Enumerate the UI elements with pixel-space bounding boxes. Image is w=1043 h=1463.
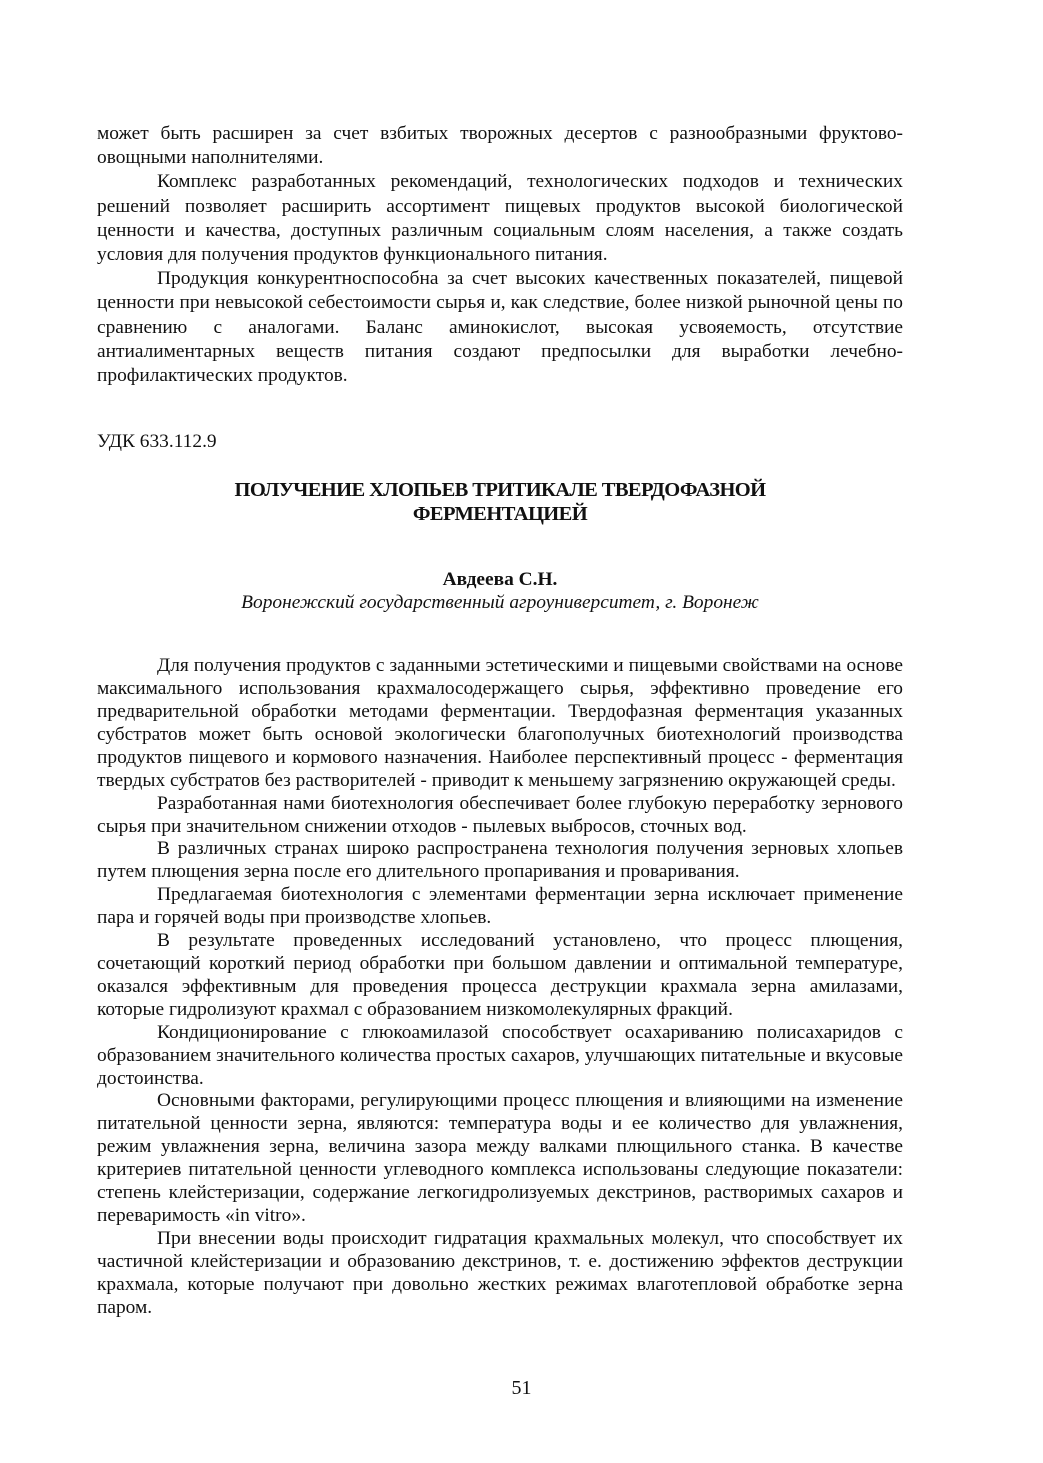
- body-paragraph: В результате проведенных исследований установлено, что процесс плющения, сочетающий короткий период обработки при большом давлении и оптимальной температуре, оказался эффективным для проведения процесса деструкции крахмала зерна амилазами, которые гидролизуют крахмал с образованием низкомолекулярных фракций.: [97, 930, 903, 1020]
- article-author: Авдеева С.Н.: [442, 569, 558, 591]
- body-paragraph: В различных странах широко распространена технология получения зерновых хлопьев путем плющения зерна после его длительного пропаривания и проваривания.: [97, 838, 903, 883]
- body-paragraph: Для получения продуктов с заданными эстетическими и пищевыми свойствами на основе максимального использования крахмалосодержащего сырья, эффективно проведение его предварительной обработки методами ферментации. Твердофазная ферментация указанных субстратов может быть основой экологически благополучных биотехнологий производства продуктов пищевого и кормового назначения. Наиболее перспективный процесс - ферментация твердых субстратов без растворителей - приводит к меньшему загрязнению окружающей среды.: [97, 655, 903, 791]
- body-paragraph: Основными факторами, регулирующими процесс плющения и влияющими на изменение питательной ценности зерна, являются: температура воды и ее количество для увлажнения, режим увлажнения зерна, величина зазора между валками плющильного станка. В качестве критериев питательной ценности углеводного комплекса использованы следующие показатели: степень клейстеризации, содержание легкогидролизуемых декстринов, растворимых сахаров и переваримость «in vitro».: [97, 1090, 903, 1226]
- article-title-line: ПОЛУЧЕНИЕ ХЛОПЬЕВ ТРИТИКАЛЕ ТВЕРДОФАЗНОЙ: [234, 479, 766, 502]
- previous-article-ending: [97, 122, 903, 388]
- page-content: [97, 122, 903, 1320]
- article-body: [97, 655, 903, 1319]
- prev-paragraph: Комплекс разработанных рекомендаций, технологических подходов и технических решений позволяет расширить ассортимент пищевых продуктов высокой биологической ценности и качества, доступных различным социальным слоям населения, а также создать условия для получения продуктов функционального питания.: [97, 171, 903, 266]
- article-title: [97, 478, 903, 526]
- udk-code: УДК 633.112.9: [97, 431, 217, 453]
- prev-paragraph: Продукция конкурентноспособна за счет высоких качественных показателей, пищевой ценности при невысокой себестоимости сырья и, как следствие, более низкой рыночной цены по сравнению с аналогами. Баланс аминокислот, высокая усвояемость, отсутствие антиалиментарных веществ питания создают предпосылки для выработки лечебно-профилактических продуктов.: [97, 268, 903, 387]
- article-title-line: ФЕРМЕНТАЦИЕЙ: [412, 503, 588, 526]
- body-paragraph: При внесении воды происходит гидратация крахмальных молекул, что способствует их частичной клейстеризации и образованию декстринов, т. е. достижению эффектов деструкции крахмала, которые получают при довольно жестких режимах влаготепловой обработке зерна паром.: [97, 1227, 903, 1318]
- body-paragraph: Предлагаемая биотехнология с элементами ферментации зерна исключает применение пара и горячей воды при производстве хлопьев.: [97, 884, 903, 929]
- body-paragraph: Разработанная нами биотехнология обеспечивает более глубокую переработку зернового сырья при значительном снижении отходов - пылевых выбросов, сточных вод.: [97, 792, 903, 837]
- body-paragraph: Кондиционирование с глюкоамилазой способствует осахариванию полисахаридов с образованием значительного количества простых сахаров, улучшающих питательные и вкусовые достоинства.: [97, 1021, 903, 1089]
- prev-paragraph: может быть расширен за счет взбитых творожных десертов с разнообразными фруктово-овощными наполнителями.: [97, 123, 903, 169]
- page-number: 51: [511, 1377, 532, 1399]
- author-affiliation: Воронежский государственный агроуниверситет, г. Воронеж: [241, 592, 759, 614]
